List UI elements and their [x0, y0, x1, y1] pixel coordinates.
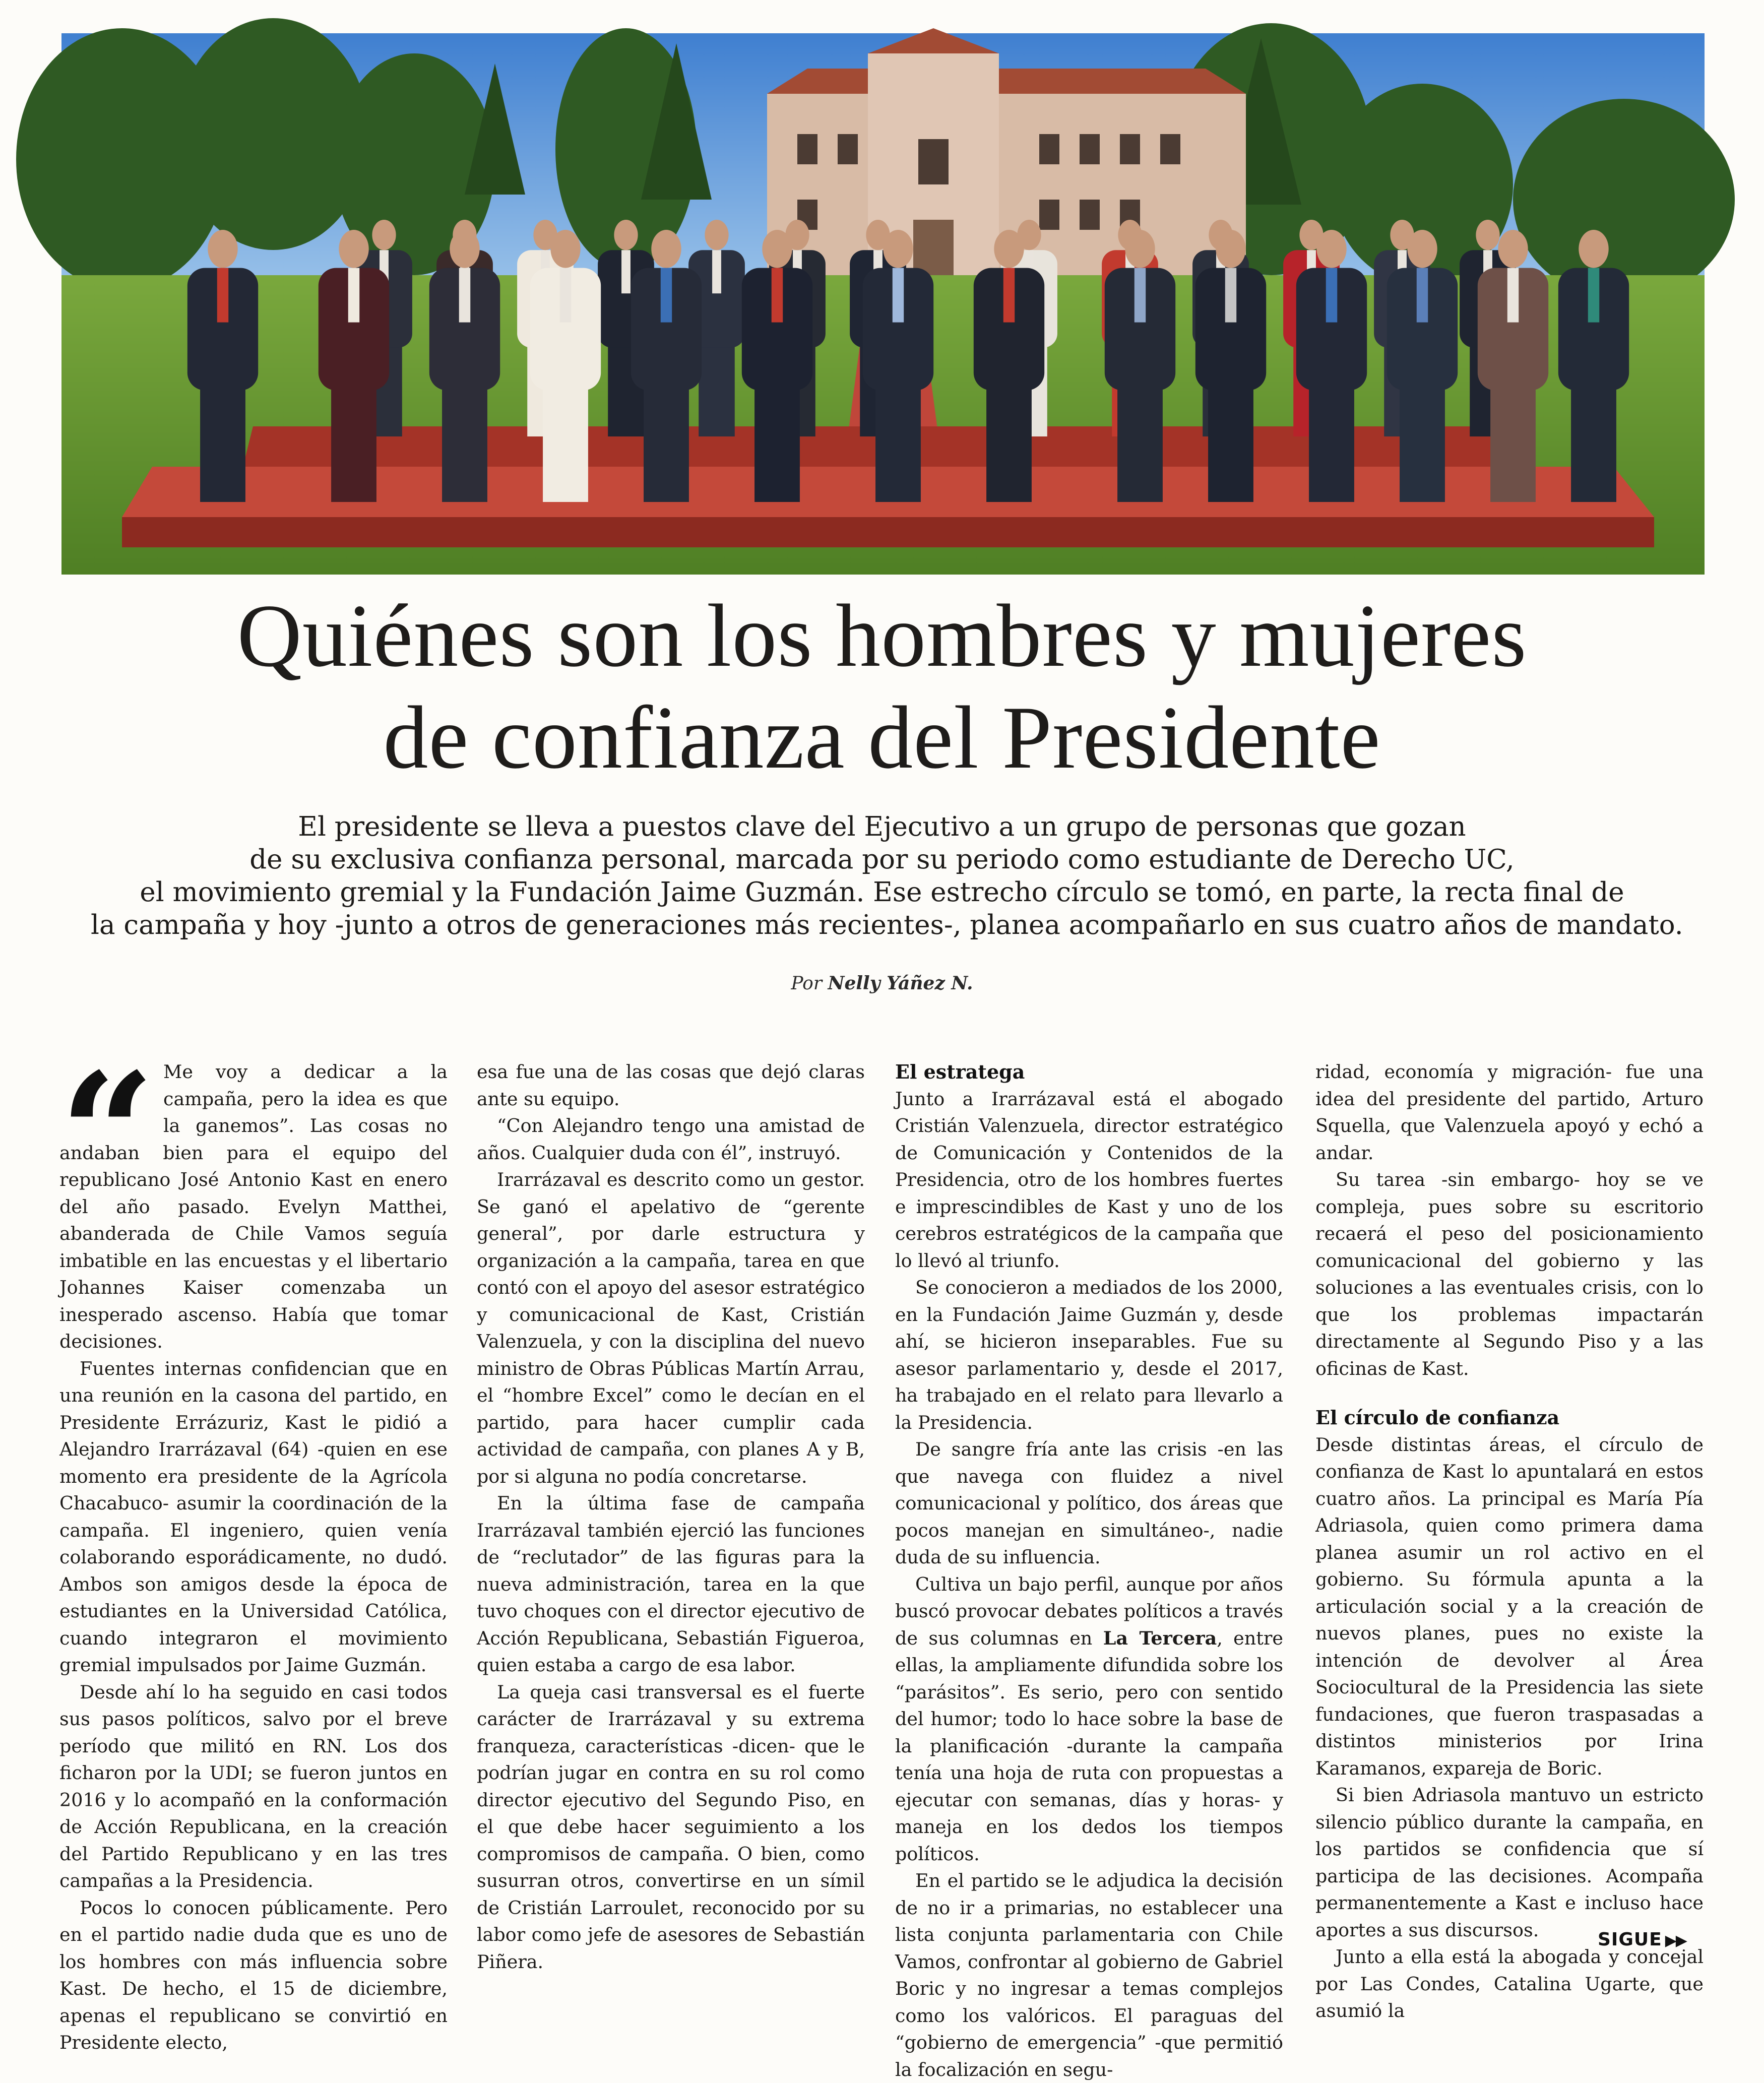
col2-paragraph-1: esa fue una de las cosas que dejó claras ante su equipo.	[477, 1061, 865, 1110]
headline-line-2: de confianza del Presidente	[383, 687, 1381, 787]
opening-quote-icon: “	[59, 1036, 155, 1232]
col3-paragraph-3: De sangre fría ante las crisis -en las que navega con fluidez a nivel comunicacional y político, dos áreas que pocos manejan en simultáneo-, nadie duda de su influencia.	[895, 1438, 1283, 1568]
col3-paragraph-2: Se conocieron a mediados de los 2000, en la Fundación Jaime Guzmán y, desde ahí, se hicieron inseparables. Fue su asesor parlamentario y, desde el 2017, ha trabajado en el relato para llevarlo a la Presidencia.	[895, 1277, 1283, 1433]
col4-paragraph-2: Su tarea -sin embargo- hoy se ve compleja, pues sobre su escritorio recaerá el peso del posicionamiento comunicacional del gobierno y las soluciones a las eventuales crisis, con lo que los problemas impactarán directamente al Segundo Piso y a las oficinas de Kast.	[1315, 1169, 1704, 1379]
col3-p4-end: , entre ellas, la ampliamente difundida sobre los “parásitos”. Es serio, pero con sentido del humor; todo lo hace sobre la base de la planificación -durante la campaña tenía una hoja de ruta con propuestas a ejecutar con semanas, días y horas- y maneja en los dedos los tiempos políticos.	[895, 1627, 1284, 1865]
col2-paragraph-4: En la última fase de campaña Irarrázaval también ejerció las funciones de “reclutador” de las figuras para la nueva administración, tarea en la que tuvo choques con el director ejecutivo de Acción Republicana, Sebastián Figueroa, quien estaba a cargo de esa labor.	[477, 1492, 865, 1676]
continue-label: SIGUE	[1598, 1929, 1662, 1950]
col1-paragraph-1: Me voy a dedicar a la campaña, pero la idea es que la ganemos”. Las cosas no andaban bien para el equipo del republicano José Antonio Kast en enero del año pasado. Evelyn Matthei, abanderada de Chile Vamos seguía imbatible en las encuestas y el libertario Johannes Kaiser comenzaba un inesperado ascenso. Había que tomar decisiones.	[59, 1061, 448, 1352]
subhead-el-estratega: El estratega	[895, 1060, 1025, 1083]
column-1	[59, 1036, 448, 2056]
column-3	[895, 1058, 1283, 2083]
deck-line-4: la campaña y hoy -junto a otros de generaciones más recientes-, planea acompañarlo en sus cuatro años de mandato.	[91, 910, 1683, 940]
col3-p4-start: Cultiva un bajo perfil, aunque por años buscó provocar debates políticos a través de sus columnas en	[895, 1573, 1283, 1649]
headline	[0, 585, 1764, 788]
headline-line-1: Quiénes son los hombres y mujeres	[237, 586, 1527, 685]
column-2	[477, 1058, 865, 1975]
col4-paragraph-5: Junto a ella está la abogada y concejal por Las Condes, Catalina Ugarte, que asumió la	[1315, 1946, 1704, 2022]
deck-line-2: de su exclusiva confianza personal, marcada por su periodo como estudiante de Derecho UC,	[249, 844, 1515, 875]
col3-paragraph-1: Junto a Irarrázaval está el abogado Cristián Valenzuela, director estratégico de Comunicación y Contenidos de la Presidencia, otro de los hombres fuertes e imprescindibles de Kast y uno de los cerebros estratégicos de la campaña que lo llevó al triunfo.	[895, 1088, 1283, 1272]
column-4	[1315, 1058, 1704, 2025]
deck-summary	[91, 810, 1683, 941]
col4-paragraph-1: ridad, economía y migración- fue una idea del presidente del partido, Arturo Squella, que Valenzuela apoyó y echó a andar.	[1315, 1061, 1704, 1164]
continue-marker[interactable]	[1598, 1929, 1686, 1950]
col3-paragraph-5: En el partido se le adjudica la decisión de no ir a primarias, no establecer una lista conjunta parlamentaria con Chile Vamos, confrontar al gobierno de Gabriel Boric y no ingresar a temas complejos como los valóricos. El paraguas del “gobierno de emergencia” -que permitió la focalización en segu-	[895, 1870, 1283, 2080]
col2-paragraph-3: Irarrázaval es descrito como un gestor. Se ganó el apelativo de “gerente general”, por darle estructura y organización a la campaña, tarea en que contó con el apoyo del asesor estratégico y comunicacional de Kast, Cristián Valenzuela, y con la disciplina del nuevo ministro de Obras Públicas Martín Arrau, el “hombre Excel” como le decían en el partido, para hacer cumplir cada actividad de campaña, con planes A y B, por si alguna no podía concretarse.	[477, 1169, 865, 1487]
byline	[0, 973, 1764, 994]
col4-paragraph-4: Si bien Adriasola mantuvo un estricto silencio público durante la campaña, en los partidos se confidencia que sí participa de las decisiones. Acompaña permanentemente a Kast e incluso hace aportes a sus discursos.	[1315, 1784, 1704, 1941]
newspaper-name: La Tercera	[1103, 1627, 1217, 1649]
group-photo-illustration	[61, 33, 1705, 575]
continue-arrows-icon: ▶▶	[1665, 1932, 1686, 1949]
byline-author: Nelly Yáñez N.	[828, 973, 973, 994]
cabinet-group-photo	[61, 33, 1705, 575]
col1-paragraph-3: Desde ahí lo ha seguido en casi todos sus pasos políticos, salvo por el breve período que militó en RN. Los dos ficharon por la UDI; se fueron juntos en 2016 y lo acompañó en la conformación de Acción Republicana, en la creación del Partido Republicano y en las tres campañas a la Presidencia.	[59, 1681, 448, 1891]
byline-prefix: Por	[791, 973, 823, 994]
col2-paragraph-2: “Con Alejandro tengo una amistad de años. Cualquier duda con él”, instruyó.	[477, 1115, 865, 1164]
deck-line-3: el movimiento gremial y la Fundación Jaime Guzmán. Ese estrecho círculo se tomó, en parte, la recta final de	[140, 877, 1624, 908]
col3-paragraph-4	[895, 1571, 1283, 1868]
col1-paragraph-4: Pocos lo conocen públicamente. Pero en el partido nadie duda que es uno de los hombres con más influencia sobre Kast. De hecho, el 15 de diciembre, apenas el republicano se convirtió en Presidente electo,	[59, 1897, 448, 2053]
deck-line-1: El presidente se lleva a puestos clave del Ejecutivo a un grupo de personas que gozan	[298, 811, 1466, 842]
subhead-circulo-de-confianza: El círculo de confianza	[1315, 1406, 1560, 1429]
col4-paragraph-3: Desde distintas áreas, el círculo de confianza de Kast lo apuntalará en estos cuatro años. La principal es María Pía Adriasola, quien como primera dama planea asumir un rol activo en el gobierno. Su fórmula apunta a la articulación social y a la creación de nuevos planes, pues no existe la intención de devolver al Área Sociocultural de la Presidencia las siete fundaciones, que fueron traspasadas a distintos ministerios por Irina Karamanos, expareja de Boric.	[1315, 1433, 1704, 1779]
col2-paragraph-5: La queja casi transversal es el fuerte carácter de Irarrázaval y su extrema franqueza, características -dicen- que le podrían jugar en contra en su rol como director ejecutivo del Segundo Piso, en el que debe hacer seguimiento a los compromisos de campaña. O bien, como susurran otros, convertirse en un símil de Cristián Larroulet, reconocido por su labor como jefe de asesores de Sebastián Piñera.	[477, 1681, 865, 1973]
col1-paragraph-2: Fuentes internas confidencian que en una reunión en la casona del partido, en Presidente Errázuriz, Kast le pidió a Alejandro Irarrázaval (64) -quien en ese momento era presidente de la Agrícola Chacabuco- asumir la coordinación de la campaña. El ingeniero, quien venía colaborando esporádicamente, no dudó. Ambos son amigos desde la época de estudiantes en la Universidad Católica, cuando integraron el movimiento gremial impulsados por Jaime Guzmán.	[59, 1357, 448, 1676]
